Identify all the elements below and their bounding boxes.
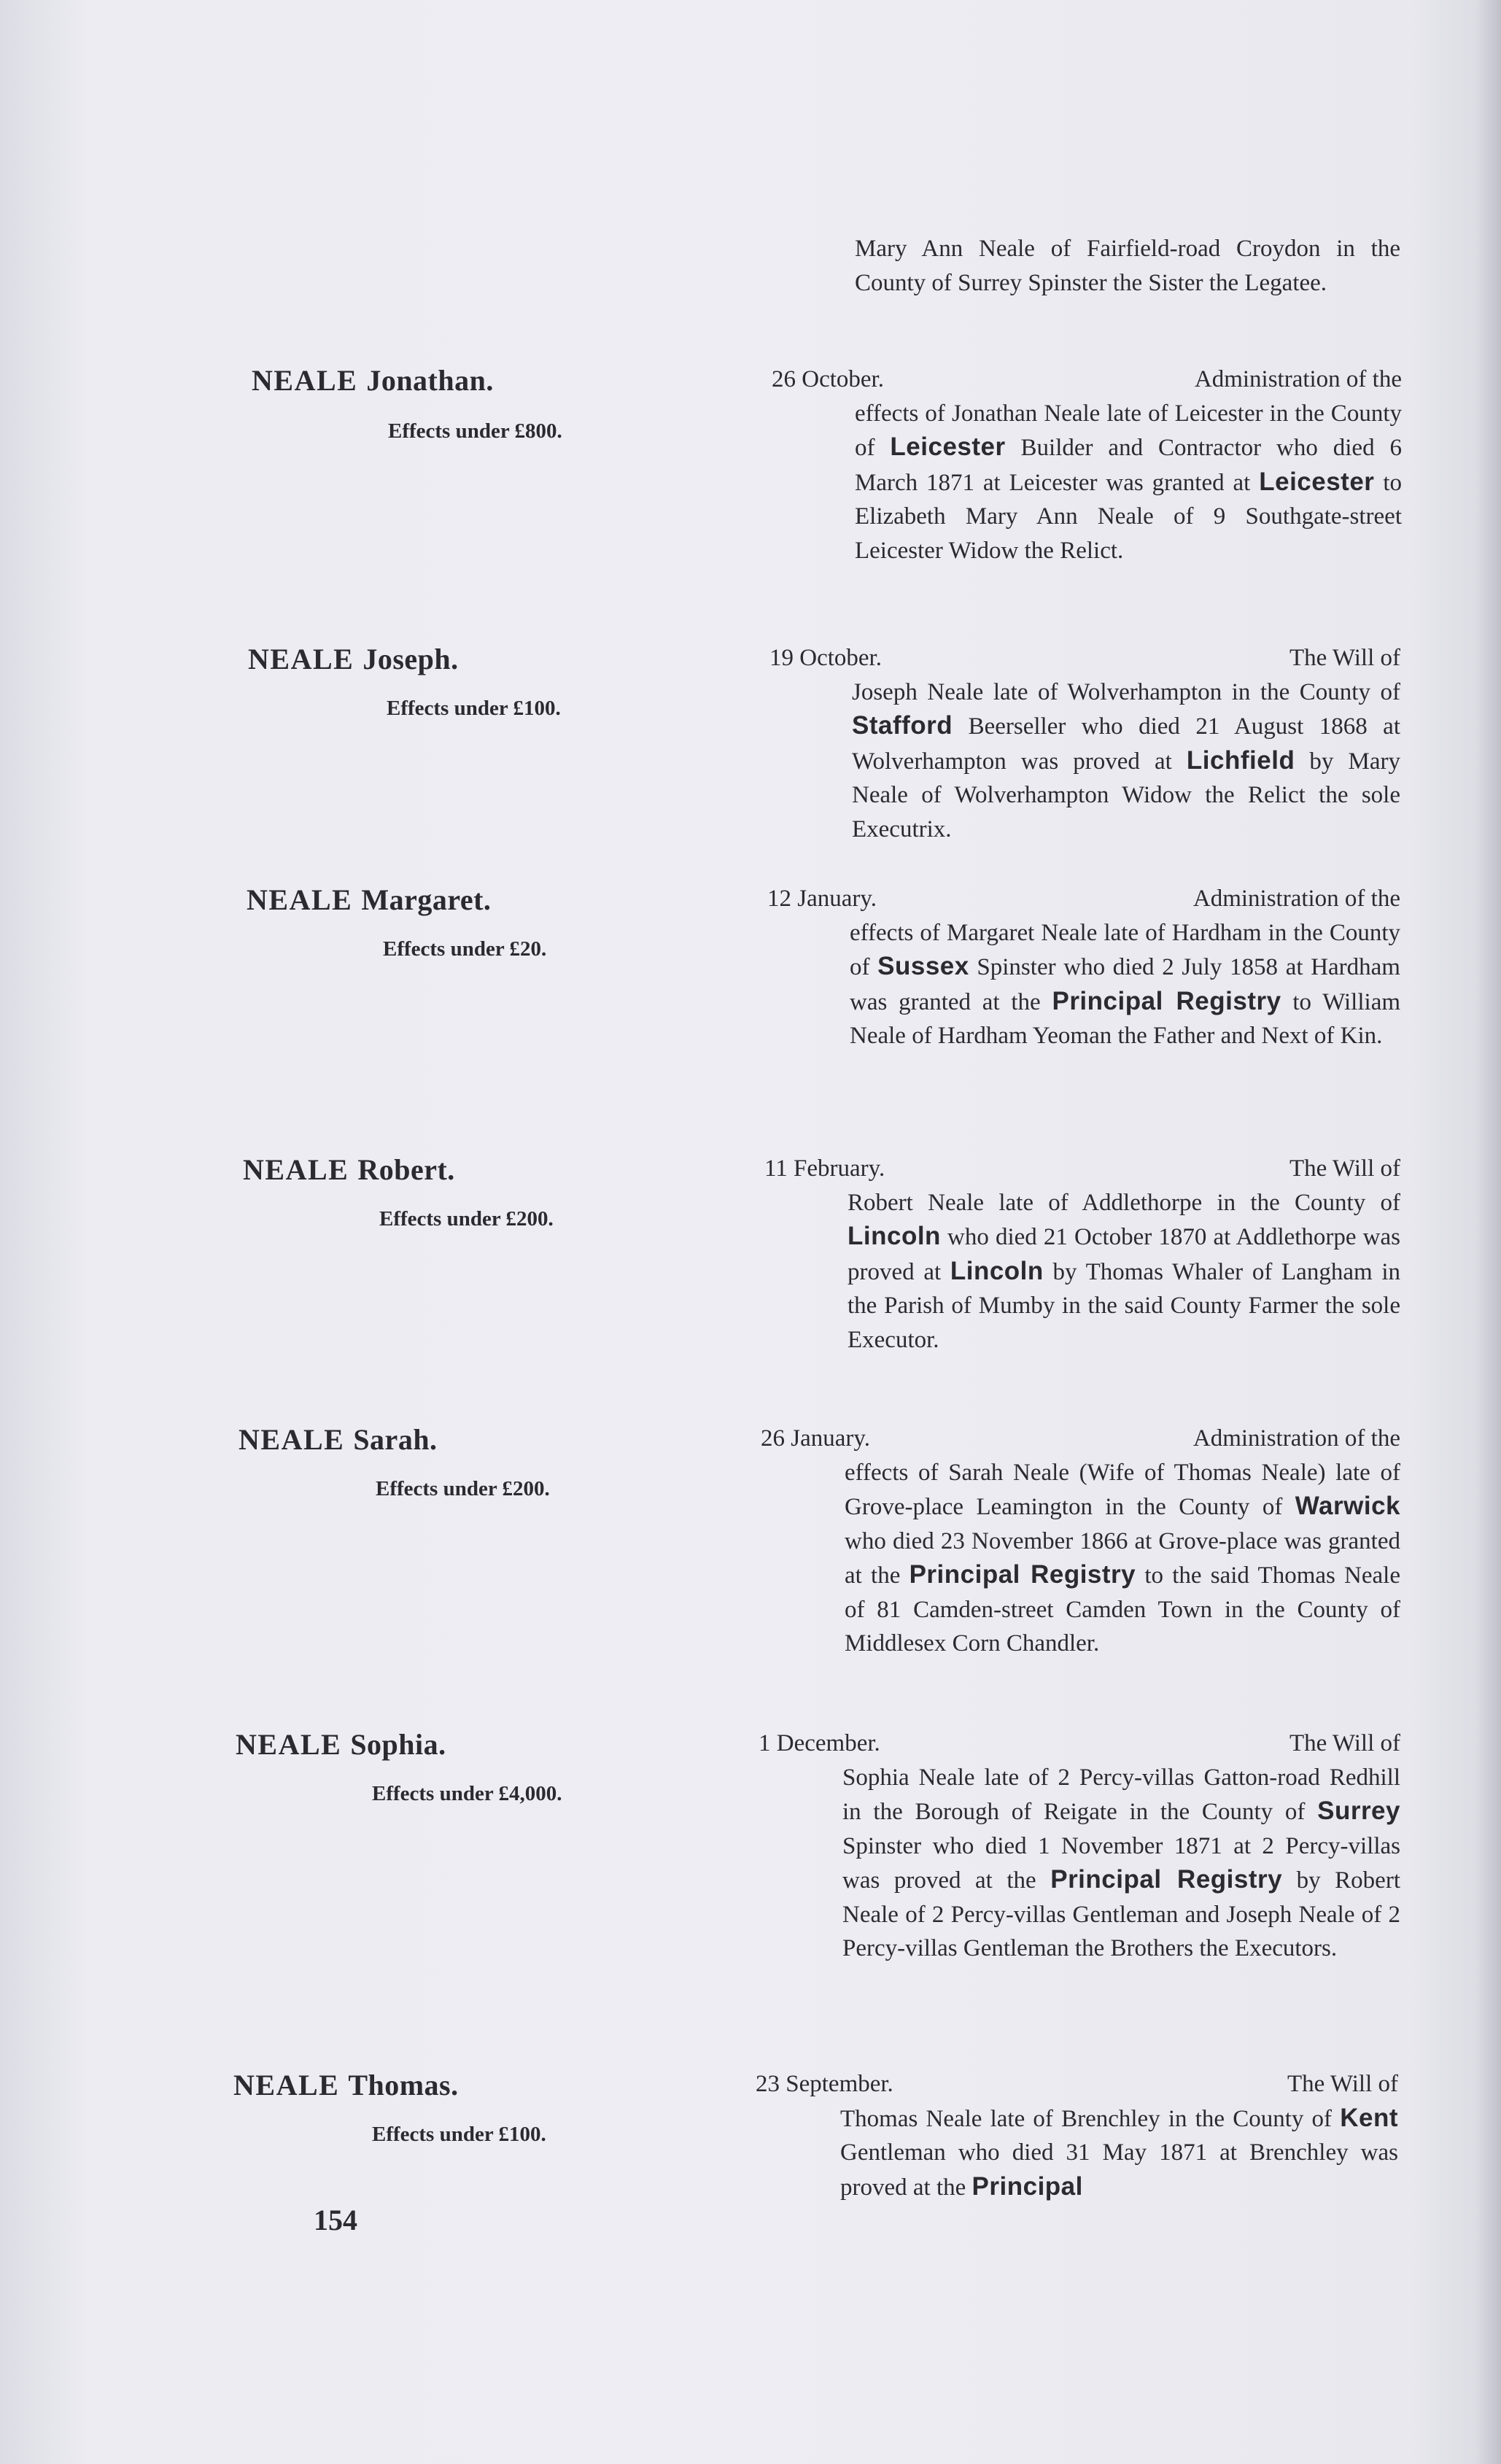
- entry-surname: NEALE: [238, 1423, 345, 1456]
- entry-text: Gentleman who died 31 May 1871 at Brenchley was proved at the: [840, 2139, 1398, 2201]
- place-name: Stafford: [852, 711, 953, 740]
- entry-surname: NEALE: [252, 364, 358, 397]
- entry-effects: Effects under £20.: [383, 937, 547, 961]
- entry-text: Mary Ann Neale of Fairfield-road Croydon in the County of Surrey Spinster the Sister the Legatee.: [855, 236, 1400, 296]
- entry-effects: Effects under £100.: [387, 697, 561, 720]
- entry-text: Robert Neale late of Addlethorpe in the County of: [848, 1189, 1400, 1216]
- place-name: Lincoln: [848, 1222, 941, 1250]
- place-name: Sussex: [877, 952, 969, 980]
- entry-surname: NEALE: [243, 1153, 349, 1186]
- entry-text: to Elizabeth Mary Ann Neale of 9 Southgate-street Leicester Widow the Relict.: [855, 469, 1403, 564]
- entry-text: by Thomas Whaler of Langham in the Parish of Mumby in the said County Farmer the sole Executor.: [848, 1258, 1401, 1353]
- entry-text: Thomas Neale late of Brenchley in the County of: [840, 2105, 1341, 2132]
- entry-text: effects of Jonathan Neale late of Leicester in the County of: [855, 400, 1402, 461]
- place-name: Principal Registry: [1052, 986, 1281, 1015]
- entry-action: The Will of: [1287, 2071, 1398, 2097]
- entry-date: 1 December.: [759, 1730, 880, 1756]
- entry-forename: Jonathan.: [366, 364, 494, 397]
- entry-name: [252, 363, 494, 398]
- entry-text: who died 21 October 1870 at Addlethorpe was proved at: [848, 1224, 1400, 1285]
- entry-forename: Thomas.: [348, 2069, 459, 2101]
- entry-body: [852, 641, 1400, 846]
- entry-body: [850, 882, 1400, 1053]
- entry-forename: Sarah.: [353, 1423, 438, 1456]
- entry-effects: Effects under £100.: [372, 2123, 546, 2146]
- entry-text: Spinster who died 2 July 1858 at Hardham was granted at the: [850, 954, 1400, 1015]
- entry-body: [840, 2067, 1398, 2204]
- entry-action: Administration of the: [1192, 1425, 1400, 1452]
- place-name: Leicester: [890, 433, 1006, 461]
- entry-name: [238, 1422, 438, 1457]
- entry-name: [236, 1727, 446, 1762]
- entry-text: who died 23 November 1866 at Grove-place was granted at the: [845, 1527, 1400, 1589]
- place-name: Surrey: [1317, 1797, 1400, 1825]
- entry-forename: Robert.: [357, 1153, 455, 1186]
- place-name: Lincoln: [950, 1256, 1044, 1285]
- entry-body: [855, 363, 1402, 567]
- entry-text: to William Neale of Hardham Yeoman the Father and Next of Kin.: [850, 988, 1401, 1049]
- entry-action: The Will of: [1289, 1155, 1400, 1182]
- entry-text: Beerseller who died 21 August 1868 at Wolverhampton was proved at: [852, 713, 1400, 775]
- entry-name: [243, 1152, 455, 1187]
- entry-forename: Joseph.: [362, 643, 459, 675]
- intro-paragraph: [855, 232, 1400, 300]
- entry-action: Administration of the: [1192, 886, 1400, 912]
- entry-text: Spinster who died 1 November 1871 at 2 Percy-villas was proved at the: [842, 1832, 1400, 1894]
- entry-effects: Effects under £800.: [388, 419, 562, 443]
- entry-surname: NEALE: [236, 1728, 342, 1761]
- entry-text: effects of Sarah Neale (Wife of Thomas Neale) late of Grove-place Leamington in the County of: [845, 1459, 1400, 1520]
- entry-name: [247, 883, 491, 917]
- page-number: 154: [314, 2204, 357, 2236]
- entry-text: by Robert Neale of 2 Percy-villas Gentleman and Joseph Neale of 2 Percy-villas Gentleman the Brothers the Executors.: [842, 1867, 1400, 1961]
- entry-date: 26 January.: [761, 1425, 870, 1452]
- entry-name: [233, 2068, 459, 2102]
- entry-effects: Effects under £4,000.: [372, 1782, 562, 1805]
- entry-effects: Effects under £200.: [379, 1207, 554, 1231]
- place-name: Lichfield: [1186, 745, 1295, 775]
- entry-forename: Margaret.: [361, 883, 492, 916]
- entry-text: Builder and Contractor who died 6 March 1871 at Leicester was granted at: [855, 435, 1402, 496]
- entry-text: by Mary Neale of Wolverhampton Widow the Relict the sole Executrix.: [852, 748, 1400, 842]
- page-spine-shadow: [1476, 0, 1501, 2464]
- entry-date: 19 October.: [769, 645, 882, 671]
- entry-date: 23 September.: [756, 2071, 893, 2097]
- place-name: Leicester: [1259, 467, 1375, 496]
- entry-forename: Sophia.: [350, 1728, 446, 1761]
- entry-date: 12 January.: [767, 886, 877, 912]
- entry-surname: NEALE: [247, 883, 353, 916]
- place-name: Kent: [1340, 2103, 1398, 2132]
- entry-body: [842, 1727, 1400, 1966]
- entry-text: effects of Margaret Neale late of Hardham in the County of: [850, 919, 1400, 980]
- place-name: Warwick: [1295, 1492, 1400, 1520]
- entry-text: Sophia Neale late of 2 Percy-villas Gatton-road Redhill in the Borough of Reigate in the County of: [842, 1764, 1400, 1825]
- place-name: Principal Registry: [1050, 1865, 1283, 1894]
- entry-surname: NEALE: [233, 2069, 340, 2101]
- entry-action: Administration of the: [1194, 366, 1402, 392]
- entry-text: Joseph Neale late of Wolverhampton in the County of: [852, 678, 1400, 705]
- entry-action: The Will of: [1289, 645, 1400, 671]
- entry-body: [845, 1422, 1400, 1661]
- entry-action: The Will of: [1289, 1730, 1400, 1756]
- entry-date: 26 October.: [772, 366, 884, 392]
- entry-text: to the said Thomas Neale of 81 Camden-street Camden Town in the County of Middlesex Corn Chandler.: [845, 1562, 1400, 1657]
- entry-surname: NEALE: [248, 643, 354, 675]
- entry-body: [848, 1152, 1400, 1357]
- entry-name: [248, 642, 459, 676]
- place-name: Principal Registry: [909, 1560, 1136, 1589]
- entry-date: 11 February.: [764, 1155, 885, 1182]
- entry-effects: Effects under £200.: [376, 1477, 550, 1500]
- place-name: Principal: [971, 2172, 1083, 2201]
